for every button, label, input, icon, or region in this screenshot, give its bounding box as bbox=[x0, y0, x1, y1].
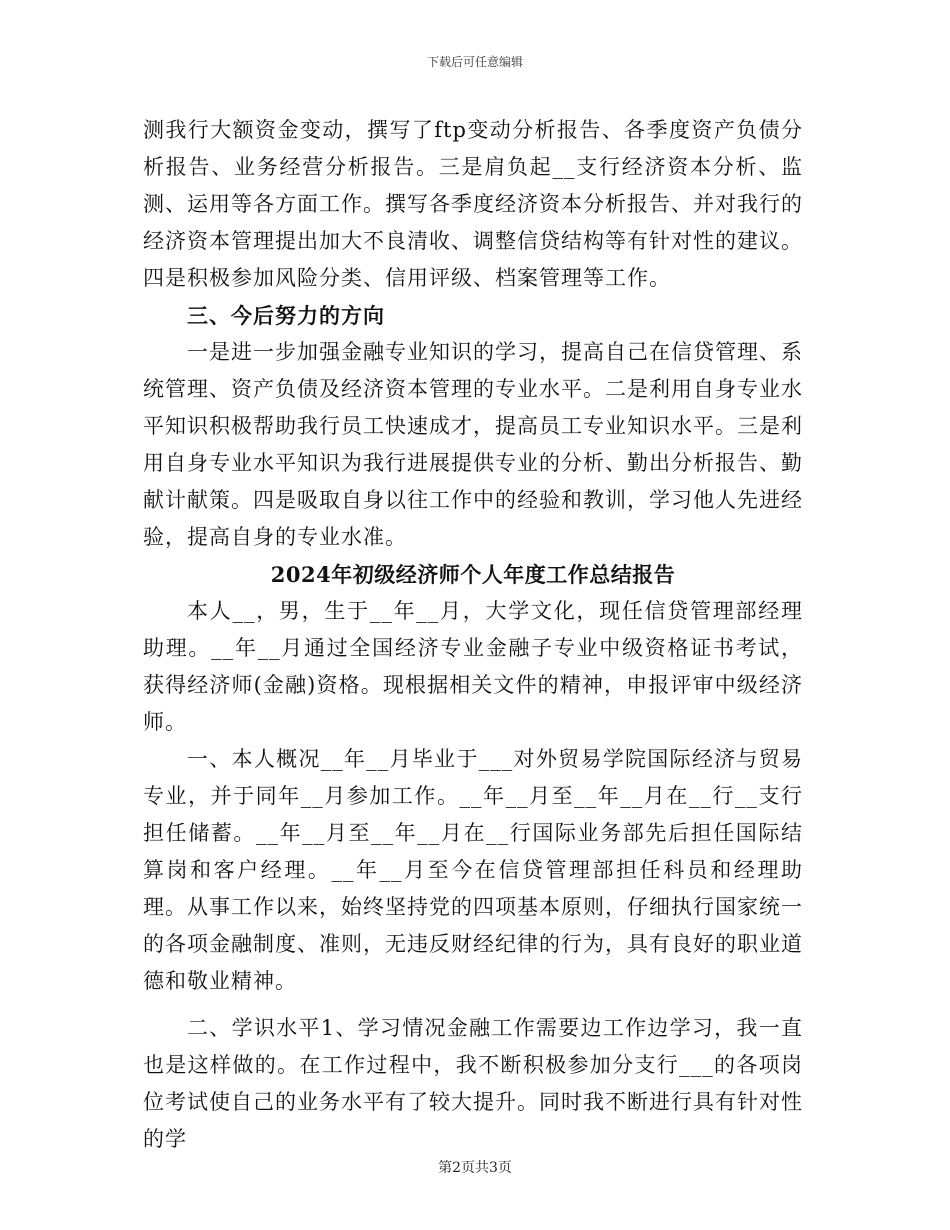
page-footer: 第2页共3页 bbox=[438, 1160, 512, 1176]
paragraph-knowledge-level: 二、学识水平1、学习情况金融工作需要边工作边学习，我一直也是这样做的。在工作过程中，我不断积极参加分支行___的各项岗位考试使自己的业务水平有了较大提升。同时我不断进行具有针对性的学 bbox=[143, 1016, 803, 1151]
paragraph-intro: 本人__，男，生于__年__月，大学文化，现任信贷管理部经理助理。__年__月通过全国经济专业金融子专业中级资格证书考试，获得经济师(金融)资格。现根据相关文件的精神，申报评审中级经济师。 bbox=[143, 599, 803, 734]
section-heading-future-direction: 三、今后努力的方向 bbox=[187, 303, 385, 328]
paragraph-future-direction: 一是进一步加强金融专业知识的学习，提高自己在信贷管理、系统管理、资产负债及经济资本管理的专业水平。二是利用自身专业水平知识积极帮助我行员工快速成才，提高员工专业知识水平。三是利用自身专业水平知识为我行进展提供专业的分析、勤出分析报告、勤献计献策。四是吸取自身以往工作中的经验和教训，学习他人先进经验，提高自身的专业水准。 bbox=[143, 340, 803, 549]
report-title: 2024年初级经济师个人年度工作总结报告 bbox=[270, 562, 676, 587]
page-header: 下载后可任意编辑 bbox=[426, 55, 523, 69]
paragraph-continued: 测我行大额资金变动，撰写了ftp变动分析报告、各季度资产负债分析报告、业务经营分析报告。三是肩负起__支行经济资本分析、监测、运用等各方面工作。撰写各季度经济资本分析报告、并对我行的经济资本管理提出加大不良清收、调整信贷结构等有针对性的建议。四是积极参加风险分类、信用评级、档案管理等工作。 bbox=[143, 118, 803, 290]
document-body bbox=[143, 112, 803, 1158]
paragraph-personal-overview: 一、本人概况__年__月毕业于___对外贸易学院国际经济与贸易专业，并于同年__月参加工作。__年__月至__年__月在__行__支行担任储蓄。__年__月至__年__月在__行国际业务部先后担任国际结算岗和客户经理。__年__月至今在信贷管理部担任科员和经理助理。从事工作以来，始终坚持党的四项基本原则，仔细执行国家统一的各项金融制度、准则，无违反财经纪律的行为，具有良好的职业道德和敬业精神。 bbox=[143, 747, 803, 993]
